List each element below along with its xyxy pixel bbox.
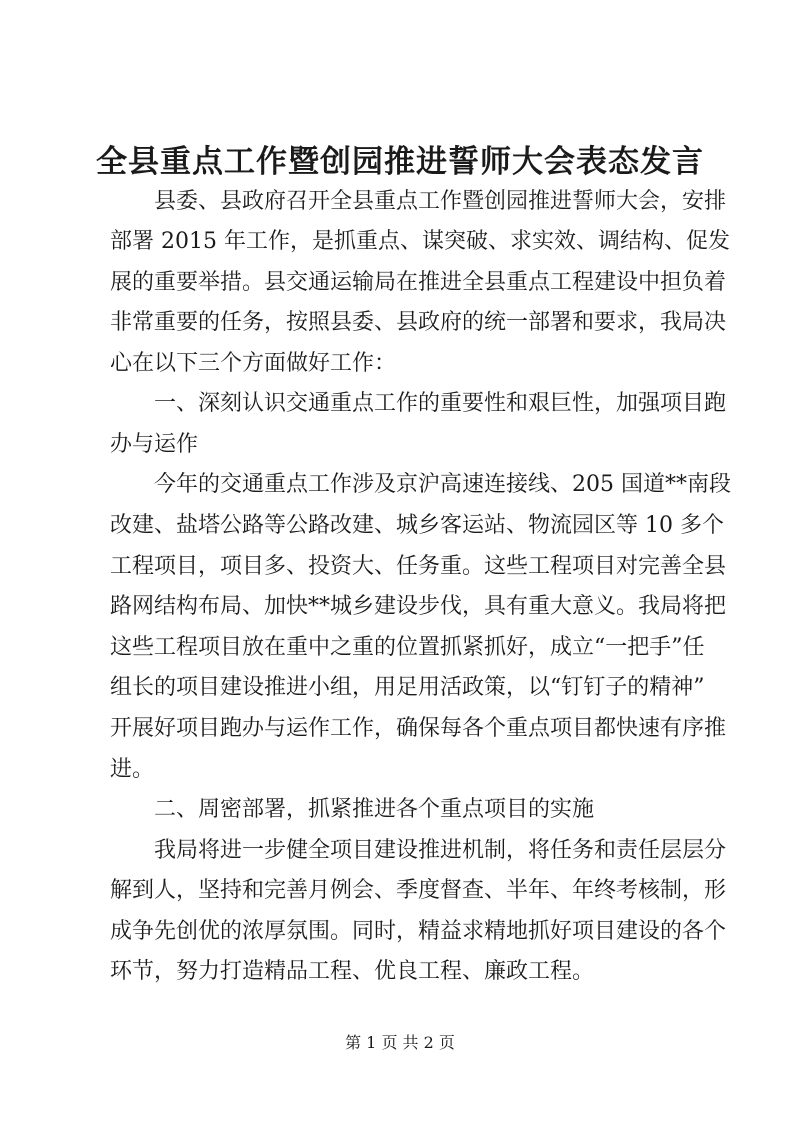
paragraph-line: 进。 <box>110 757 155 782</box>
paragraph-line: 改建、盐塔公路等公路改建、城乡客运站、物流园区等 10 多个 <box>110 513 724 538</box>
paragraph-line: 组长的项目建设推进小组，用足用活政策，以“钉钉子的精神” <box>110 675 705 700</box>
paragraph-line: 成争先创优的浓厚氛围。同时，精益求精地抓好项目建设的各个 <box>110 919 727 944</box>
paragraph-line: 解到人，坚持和完善月例会、季度督查、半年、年终考核制，形 <box>110 878 727 903</box>
paragraph-line: 工程项目，项目多、投资大、任务重。这些工程项目对完善全县 <box>110 554 727 579</box>
page-footer: 第 1 页 共 2 页 <box>345 1033 455 1052</box>
paragraph-line: 这些工程项目放在重中之重的位置抓紧抓好，成立“一把手”任 <box>110 635 705 660</box>
section-heading-line: 一、深刻认识交通重点工作的重要性和艰巨性，加强项目跑 <box>154 391 727 416</box>
paragraph-line: 环节，努力打造精品工程、优良工程、廉政工程。 <box>110 959 595 984</box>
paragraph-line: 县委、县政府召开全县重点工作暨创园推进誓师大会，安排 <box>154 189 727 214</box>
paragraph-line: 今年的交通重点工作涉及京沪高速连接线、205 国道**南段 <box>154 472 731 497</box>
paragraph-line: 路网结构布局、加快**城乡建设步伐，具有重大意义。我局将把 <box>110 594 727 619</box>
paragraph-line: 心在以下三个方面做好工作： <box>110 351 397 376</box>
paragraph-line: 开展好项目跑办与运作工作，确保每各个重点项目都快速有序推 <box>110 716 727 741</box>
section-heading-line: 办与运作 <box>110 432 199 457</box>
section-heading-line: 二、周密部署，抓紧推进各个重点项目的实施 <box>154 797 595 822</box>
paragraph-line: 部署 2015 年工作，是抓重点、谋突破、求实效、调结构、促发 <box>110 229 730 254</box>
paragraph-line: 我局将进一步健全项目建设推进机制，将任务和责任层层分 <box>154 838 727 863</box>
paragraph-line: 展的重要举措。县交通运输局在推进全县重点工程建设中担负着 <box>110 270 727 295</box>
paragraph-line: 非常重要的任务，按照县委、县政府的统一部署和要求，我局决 <box>110 310 727 335</box>
document-title: 全县重点工作暨创园推进誓师大会表态发言 <box>96 144 704 180</box>
